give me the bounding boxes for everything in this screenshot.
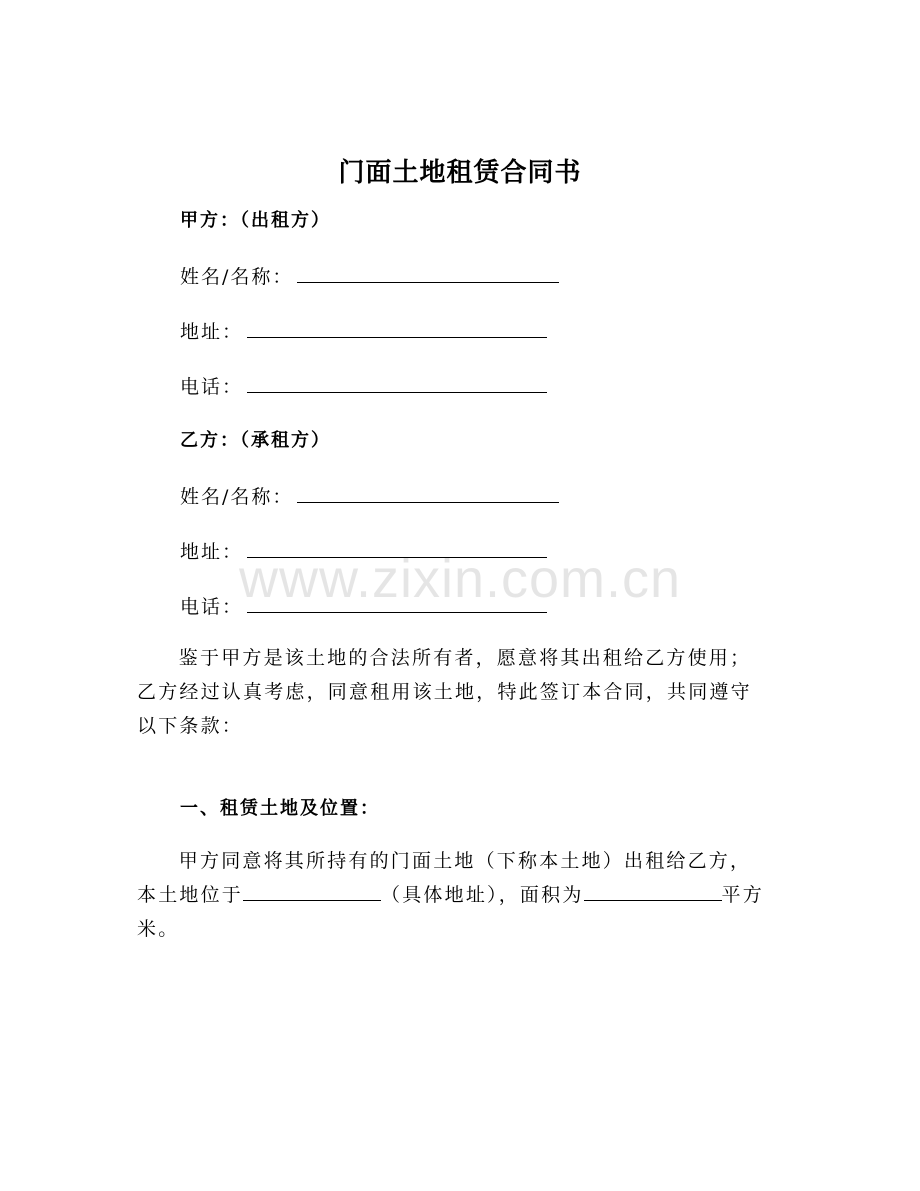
party-b-address-row	[180, 537, 547, 564]
party-a-address-label: 地址：	[180, 321, 244, 343]
section1-text-part3: 平方米。	[137, 884, 764, 940]
party-b-name-blank	[297, 484, 559, 503]
party-b-address-label: 地址：	[180, 541, 244, 563]
party-a-phone-blank	[247, 374, 547, 393]
party-a-phone-label: 电话：	[180, 376, 244, 398]
party-b-name-label: 姓名/名称：	[180, 486, 294, 508]
party-a-name-blank	[297, 264, 559, 283]
party-a-address-row	[180, 317, 547, 344]
location-blank	[243, 880, 381, 901]
preamble-text: 鉴于甲方是该土地的合法所有者，愿意将其出租给乙方使用；乙方经过认真考虑，同意租用该土地，特此签订本合同，共同遵守以下条款：	[137, 647, 752, 737]
section1-text-part2: （具体地址），面积为	[381, 884, 584, 906]
party-b-phone-row	[180, 592, 547, 619]
party-b-phone-blank	[247, 594, 547, 613]
document-title: 门面土地租赁合同书	[338, 158, 582, 188]
party-a-phone-row	[180, 372, 547, 399]
preamble-paragraph	[137, 641, 769, 743]
section1-text	[137, 844, 769, 946]
party-a-heading: 甲方：（出租方）	[180, 210, 331, 231]
party-b-name-row	[180, 482, 559, 509]
party-a-name-label: 姓名/名称：	[180, 266, 294, 288]
section1-paragraph	[137, 844, 769, 946]
party-b-phone-label: 电话：	[180, 596, 244, 618]
section1-heading: 一、租赁土地及位置：	[180, 798, 380, 819]
area-blank	[584, 880, 722, 901]
party-a-address-blank	[247, 319, 547, 338]
section1-text-part1: 甲方同意将其所持有的门面土地（下称本土地）出租给乙方，本土地位于	[137, 850, 752, 906]
watermark-text: www.zixin.com.cn	[238, 549, 682, 609]
party-b-address-blank	[247, 539, 547, 558]
party-b-heading: 乙方：（承租方）	[180, 430, 331, 451]
party-a-name-row	[180, 262, 559, 289]
